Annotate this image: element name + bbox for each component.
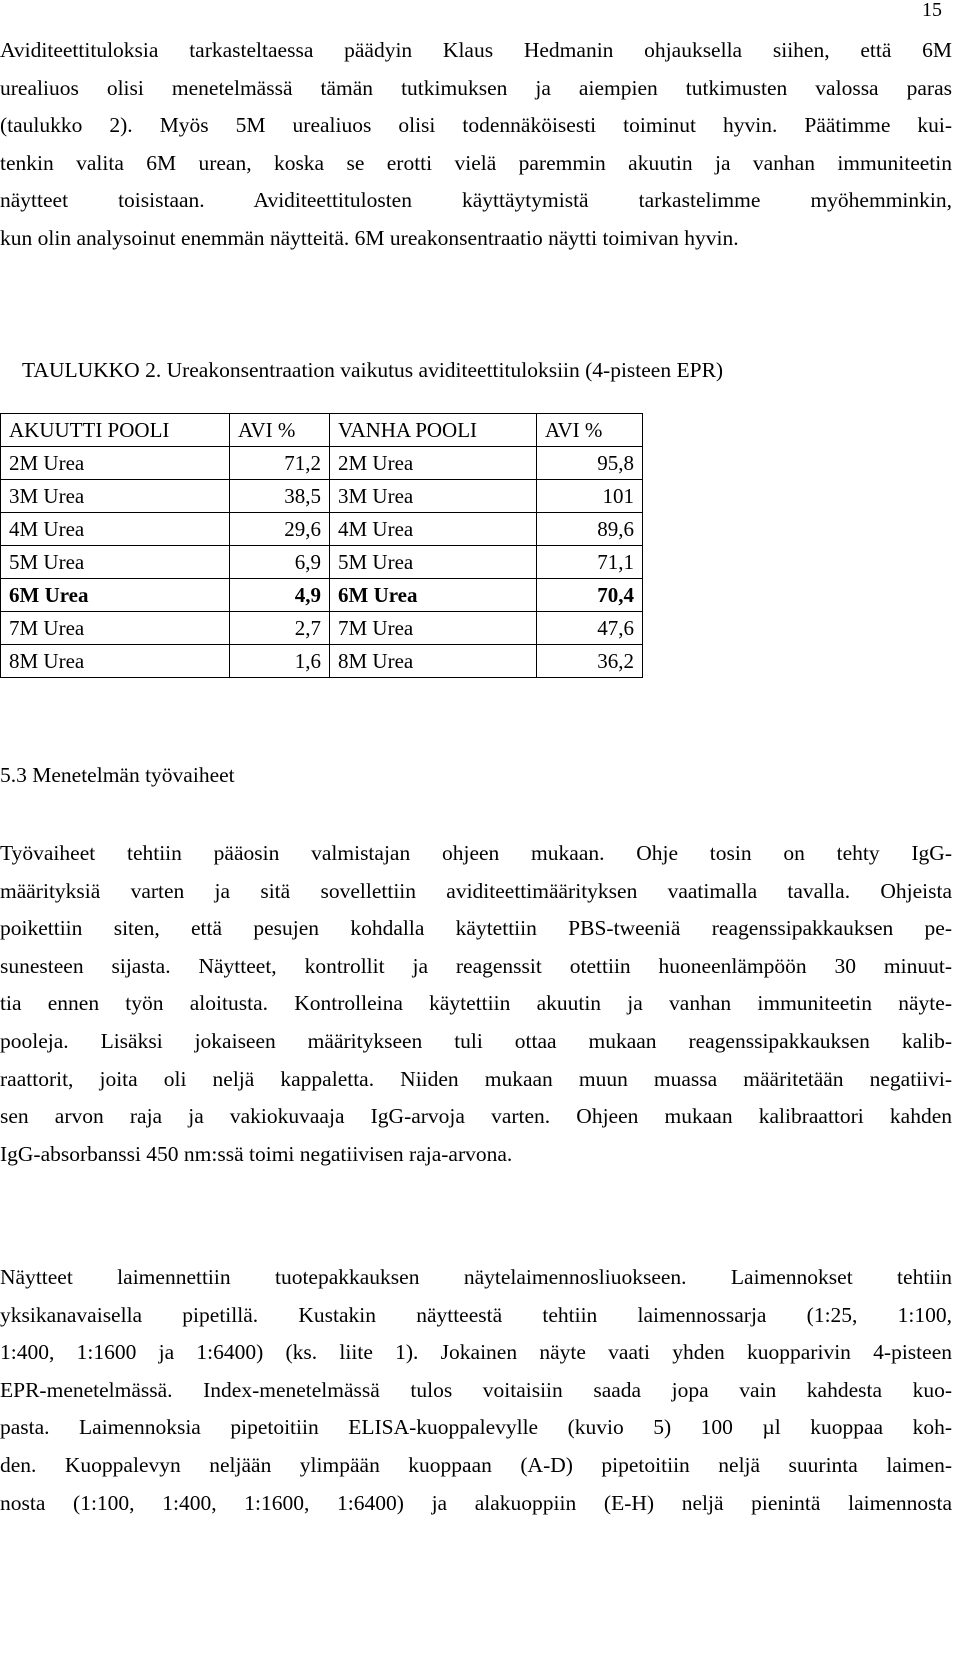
table-header-row bbox=[1, 414, 643, 447]
table-cell: 71,2 bbox=[230, 447, 330, 480]
table-cell: 7M Urea bbox=[1, 612, 230, 645]
table-row bbox=[1, 546, 643, 579]
table-cell: 8M Urea bbox=[330, 645, 537, 678]
table-cell: 2,7 bbox=[230, 612, 330, 645]
table-cell: 38,5 bbox=[230, 480, 330, 513]
table-row bbox=[1, 612, 643, 645]
table-cell: 70,4 bbox=[537, 579, 643, 612]
table-cell: 3M Urea bbox=[1, 480, 230, 513]
page-number: 15 bbox=[922, 0, 942, 21]
table-cell: 4,9 bbox=[230, 579, 330, 612]
table-cell: 4M Urea bbox=[1, 513, 230, 546]
text-line: den. Kuoppalevyn neljään ylimpään kuoppaan (A-D) pipetoitiin neljä suurinta laimen- bbox=[0, 1452, 952, 1477]
text-line: pasta. Laimennoksia pipetoitiin ELISA-kuoppalevylle (kuvio 5) 100 µl kuoppaa koh- bbox=[0, 1415, 952, 1440]
paragraph-dilutions bbox=[0, 1259, 952, 1522]
table-cell: 6,9 bbox=[230, 546, 330, 579]
text-line: IgG-absorbanssi 450 nm:ssä toimi negatiivisen raja-arvona. bbox=[0, 1141, 513, 1166]
section-heading: 5.3 Menetelmän työvaiheet bbox=[0, 763, 235, 787]
table-cell: 71,1 bbox=[537, 546, 643, 579]
table-cell: 6M Urea bbox=[330, 579, 537, 612]
table-row bbox=[1, 513, 643, 546]
paragraph-work-phases bbox=[0, 835, 952, 1173]
table-cell: 89,6 bbox=[537, 513, 643, 546]
header-avi-old: AVI % bbox=[537, 414, 643, 447]
text-line: tia ennen työn aloitusta. Kontrolleina käytettiin akuutin ja vanhan immuniteetin näyte- bbox=[0, 991, 952, 1016]
table-cell: 6M Urea bbox=[1, 579, 230, 612]
header-old-pool: VANHA POOLI bbox=[330, 414, 537, 447]
table-cell: 47,6 bbox=[537, 612, 643, 645]
table-cell: 2M Urea bbox=[1, 447, 230, 480]
table-row bbox=[1, 645, 643, 678]
text-line: näytteet toisistaan. Aviditeettitulosten käyttäytymistä tarkastelimme myöhemminkin, bbox=[0, 188, 952, 213]
table-cell: 101 bbox=[537, 480, 643, 513]
urea-avidity-table bbox=[0, 413, 643, 678]
table-cell: 2M Urea bbox=[330, 447, 537, 480]
table-cell: 95,8 bbox=[537, 447, 643, 480]
text-line: Näytteet laimennettiin tuotepakkauksen näytelaimennosliuokseen. Laimennokset tehtiin bbox=[0, 1265, 952, 1289]
table-cell: 5M Urea bbox=[330, 546, 537, 579]
text-line: (taulukko 2). Myös 5M urealiuos olisi todennäköisesti toiminut hyvin. Päätimme kui- bbox=[0, 113, 952, 138]
table-cell: 3M Urea bbox=[330, 480, 537, 513]
table-cell: 29,6 bbox=[230, 513, 330, 546]
table-cell: 36,2 bbox=[537, 645, 643, 678]
text-line: sen arvon raja ja vakiokuvaaja IgG-arvoja varten. Ohjeen mukaan kalibraattori kahden bbox=[0, 1104, 952, 1129]
table-cell: 5M Urea bbox=[1, 546, 230, 579]
table-cell: 7M Urea bbox=[330, 612, 537, 645]
text-line: kun olin analysoinut enemmän näytteitä. 6M ureakonsentraatio näytti toimivan hyvin. bbox=[0, 225, 739, 250]
text-line: raattorit, joita oli neljä kappaletta. Niiden mukaan muun muassa määritetään negatiivi- bbox=[0, 1066, 952, 1091]
table-cell: 4M Urea bbox=[330, 513, 537, 546]
text-line: yksikanavaisella pipetillä. Kustakin näytteestä tehtiin laimennossarja (1:25, 1:100, bbox=[0, 1302, 952, 1327]
text-line: poikettiin siten, että pesujen kohdalla käytettiin PBS-tweeniä reagenssipakkauksen pe- bbox=[0, 916, 952, 941]
table-caption: TAULUKKO 2. Ureakonsentraation vaikutus aviditeettituloksiin (4-pisteen EPR) bbox=[22, 358, 724, 382]
text-line: Aviditeettituloksia tarkasteltaessa päädyin Klaus Hedmanin ohjauksella siihen, että 6M bbox=[0, 38, 952, 62]
text-line: 1:400, 1:1600 ja 1:6400) (ks. liite 1). Jokainen näyte vaati yhden kuopparivin 4-pisteen bbox=[0, 1340, 952, 1365]
text-line: urealiuos olisi menetelmässä tämän tutkimuksen ja aiempien tutkimusten valossa paras bbox=[0, 75, 952, 100]
table-row-highlighted bbox=[1, 579, 643, 612]
text-line: EPR-menetelmässä. Index-menetelmässä tulos voitaisiin saada jopa vain kahdesta kuo- bbox=[0, 1377, 952, 1402]
text-line: määrityksiä varten ja sitä sovellettiin aviditeettimäärityksen vaatimalla tavalla. Ohjeista bbox=[0, 878, 952, 903]
text-line: tenkin valita 6M urean, koska se erotti vielä paremmin akuutin ja vanhan immuniteetin bbox=[0, 150, 952, 175]
table-row bbox=[1, 480, 643, 513]
table-cell: 8M Urea bbox=[1, 645, 230, 678]
table-row bbox=[1, 447, 643, 480]
text-line: sunesteen sijasta. Näytteet, kontrollit ja reagenssit otettiin huoneenlämpöön 30 minuut- bbox=[0, 953, 952, 978]
text-line: Työvaiheet tehtiin pääosin valmistajan ohjeen mukaan. Ohje tosin on tehty IgG- bbox=[0, 841, 952, 865]
text-line: pooleja. Lisäksi jokaiseen määritykseen tuli ottaa mukaan reagenssipakkauksen kalib- bbox=[0, 1028, 952, 1053]
text-line: nosta (1:100, 1:400, 1:1600, 1:6400) ja alakuoppiin (E-H) neljä pienintä laimennosta bbox=[0, 1490, 952, 1515]
header-acute-pool: AKUUTTI POOLI bbox=[1, 414, 230, 447]
paragraph-intro bbox=[0, 32, 952, 258]
header-avi-acute: AVI % bbox=[230, 414, 330, 447]
table-cell: 1,6 bbox=[230, 645, 330, 678]
